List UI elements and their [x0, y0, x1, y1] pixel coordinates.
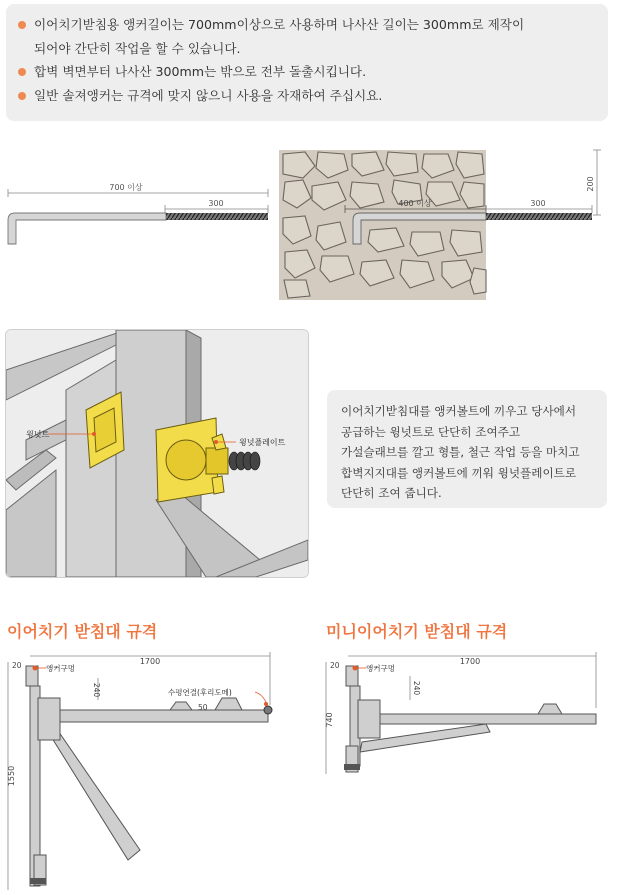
bullet-dot-icon [18, 68, 26, 76]
spec-drawing-left [0, 650, 300, 895]
notice-text: 되어야 간단히 작업을 할 수 있습니다. [34, 40, 241, 56]
info-box [327, 390, 607, 508]
spec-title-left: 이어치기 받침대 규격 [7, 622, 158, 641]
dim-300-label: 300 [208, 199, 224, 208]
dim-20-right: 20 [330, 661, 340, 670]
bullet-dot-icon [18, 92, 26, 100]
info-line: 이어치기받침대를 앵커볼트에 끼우고 당사에서 [341, 404, 577, 418]
notice-item [18, 84, 596, 108]
info-line: 공급하는 윙넛트로 단단히 조여주고 [341, 424, 521, 439]
anchor-drawings [0, 140, 617, 310]
dim-20-left: 20 [12, 661, 22, 670]
spec-title-right: 미니이어치기 받침대 규격 [326, 622, 508, 641]
assembly-drawing [6, 330, 308, 577]
notice-text: 합벽 벽면부터 나사산 300mm는 밖으로 전부 돌출시킵니다. [34, 64, 367, 79]
dim-1700-right: 1700 [459, 657, 481, 666]
dim-1700-left: 1700 [139, 657, 161, 666]
notice-item [18, 37, 596, 61]
label-anchor-hole-right: 앵커구멍 [366, 664, 395, 673]
dim-200-label: 200 [586, 176, 595, 192]
label-level-link: 수평연결(후리도메) [168, 688, 232, 697]
notice-item [18, 13, 596, 37]
info-line: 가설슬래브를 깔고 형틀, 철근 작업 등을 마치고 [341, 445, 580, 459]
notice-text: 이어치기받침용 앵커길이는 700mm이상으로 사용하며 나사산 길이는 300mm로 제작이 [34, 17, 525, 32]
dim-700-label: 700 이상 [109, 183, 143, 192]
anchor-bolt-wall [279, 150, 601, 300]
anchor-bolt-left [8, 182, 268, 244]
notice-item [18, 60, 596, 84]
spec-drawing-right [318, 650, 617, 790]
dim-50-left: 50 [198, 703, 208, 712]
label-anchor-hole-left: 앵커구멍 [46, 664, 75, 673]
info-line: 단단히 조여 줍니다. [341, 486, 442, 500]
info-line: 합벽지지대를 앵커볼트에 끼워 윙넛플레이트로 [341, 465, 577, 480]
bullet-dot-icon [18, 21, 26, 29]
notice-text: 일반 솔져앵커는 규격에 맞지 않으니 사용을 자재하여 주십시요. [34, 87, 383, 103]
dim-740-right: 740 [325, 712, 334, 728]
dim-400-label: 400 이상 [398, 199, 432, 208]
label-wing-nut: 윙넛트 [26, 430, 50, 439]
dim-1550-left: 1550 [7, 765, 16, 787]
notice-box [6, 4, 608, 121]
dim-240-left: 240 [92, 682, 101, 698]
label-wing-plate: 윙넛플레이트 [239, 438, 286, 447]
dim-240-right: 240 [412, 680, 421, 696]
dim-300-wall-label: 300 [530, 199, 546, 208]
assembly-illustration [5, 329, 309, 578]
